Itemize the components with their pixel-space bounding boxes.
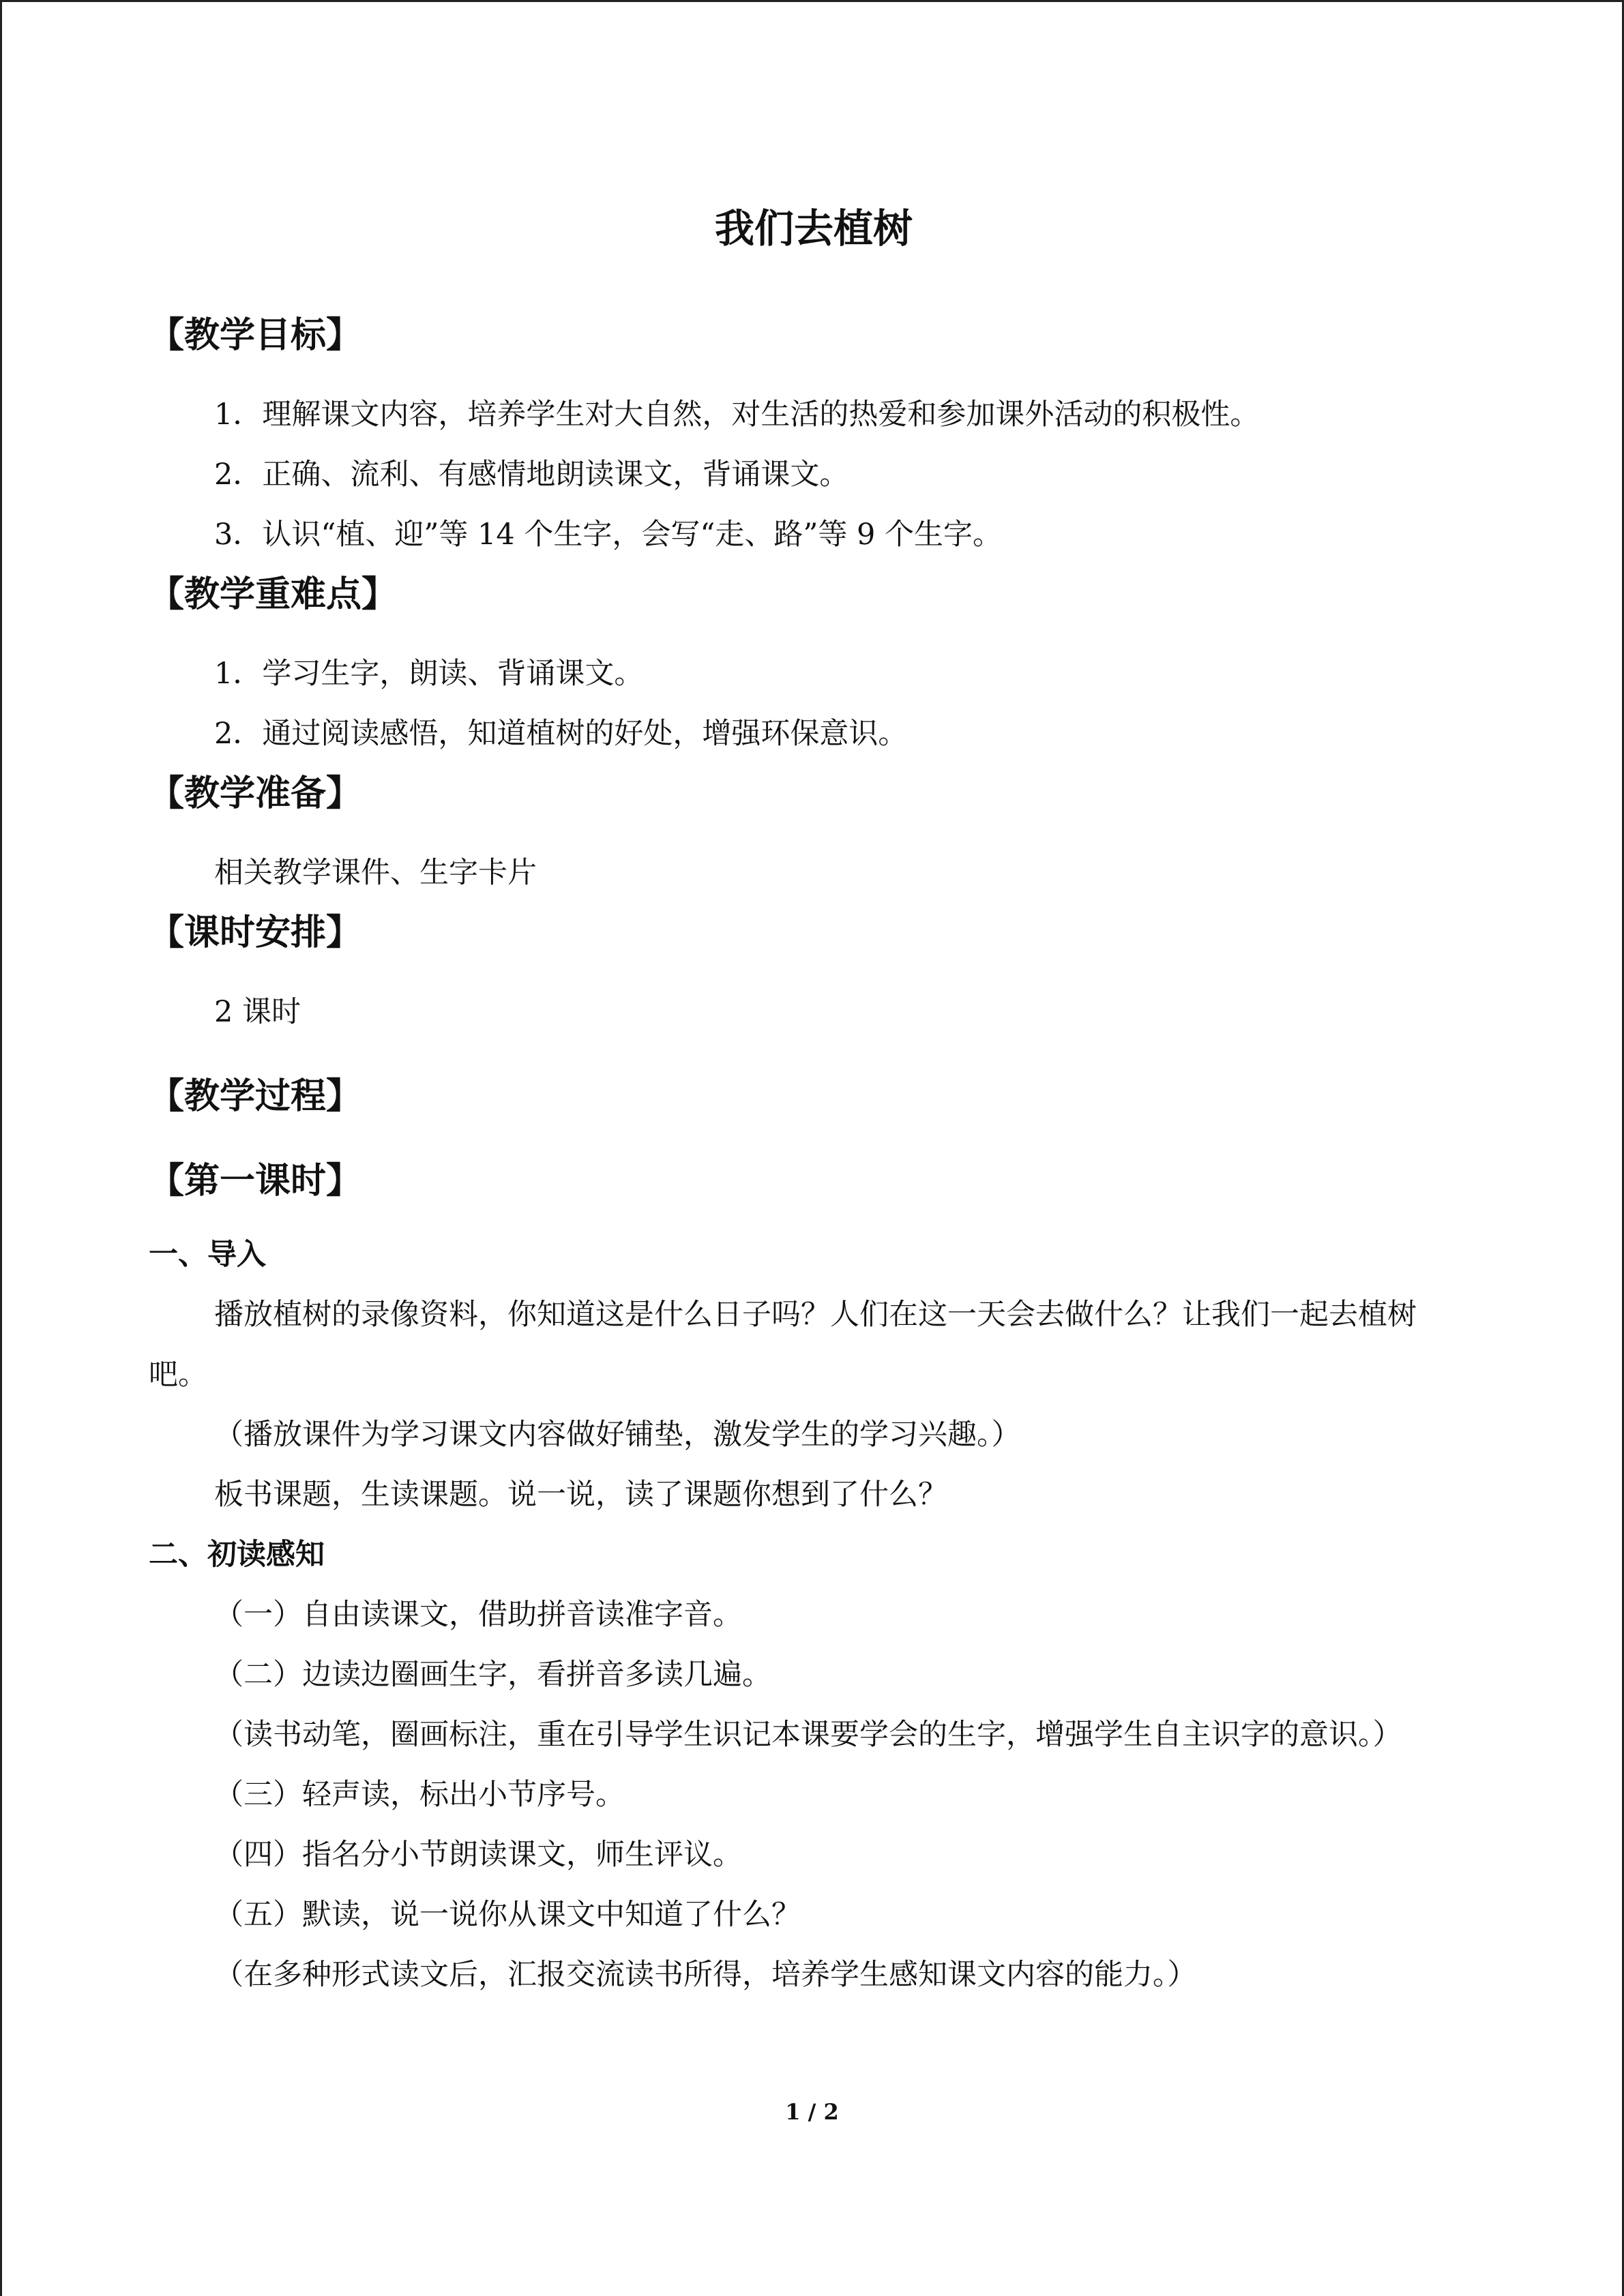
reading-note: （读书动笔，圈画标注，重在引导学生识记本课要学会的生字，增强学生自主识字的意识。） bbox=[214, 1718, 1402, 1752]
reading-step: （二）边读边圈画生字，看拼音多读几遍。 bbox=[214, 1658, 771, 1692]
schedule-text: 2 课时 bbox=[214, 995, 301, 1029]
intro-paragraph: 播放植树的录像资料，你知道这是什么日子吗？人们在这一天会去做什么？让我们一起去植树吧。 bbox=[149, 1298, 1417, 1392]
page-title: 我们去植树 bbox=[714, 205, 913, 252]
intro-note: （播放课件为学习课文内容做好铺垫，激发学生的学习兴趣。） bbox=[214, 1418, 1021, 1452]
section-heading-preparation: 【教学准备】 bbox=[149, 773, 362, 814]
section-heading-lesson1: 【第一课时】 bbox=[149, 1161, 362, 1202]
section-heading-key-points: 【教学重难点】 bbox=[149, 574, 398, 615]
reading-note: （在多种形式读文后，汇报交流读书所得，培养学生感知课文内容的能力。） bbox=[214, 1958, 1197, 1992]
reading-step: （四）指名分小节朗读课文，师生评议。 bbox=[214, 1838, 742, 1872]
subheading-first-reading: 二、初读感知 bbox=[149, 1538, 325, 1572]
subheading-intro: 一、导入 bbox=[149, 1238, 266, 1272]
preparation-text: 相关教学课件、生字卡片 bbox=[214, 856, 537, 890]
key-point-item: 1．学习生字，朗读、背诵课文。 bbox=[214, 657, 644, 691]
section-heading-process: 【教学过程】 bbox=[149, 1076, 362, 1117]
goal-item: 2．正确、流利、有感情地朗读课文，背诵课文。 bbox=[214, 458, 849, 492]
section-heading-schedule: 【课时安排】 bbox=[149, 912, 362, 953]
key-point-item: 2．通过阅读感悟，知道植树的好处，增强环保意识。 bbox=[214, 717, 908, 751]
document-body bbox=[149, 198, 1479, 2005]
section-heading-goals: 【教学目标】 bbox=[149, 315, 362, 356]
intro-paragraph-2: 板书课题，生读课题。说一说，读了课题你想到了什么？ bbox=[214, 1478, 947, 1512]
goal-item: 1．理解课文内容，培养学生对大自然，对生活的热爱和参加课外活动的积极性。 bbox=[214, 398, 1260, 432]
goal-item: 3．认识“植、迎”等 14 个生字，会写“走、路”等 9 个生字。 bbox=[214, 518, 1003, 552]
reading-step: （三）轻声读，标出小节序号。 bbox=[214, 1778, 625, 1812]
page-number: 1 / 2 bbox=[785, 2099, 839, 2125]
reading-step: （五）默读，说一说你从课文中知道了什么？ bbox=[214, 1898, 801, 1932]
reading-step: （一）自由读课文，借助拼音读准字音。 bbox=[214, 1598, 742, 1632]
